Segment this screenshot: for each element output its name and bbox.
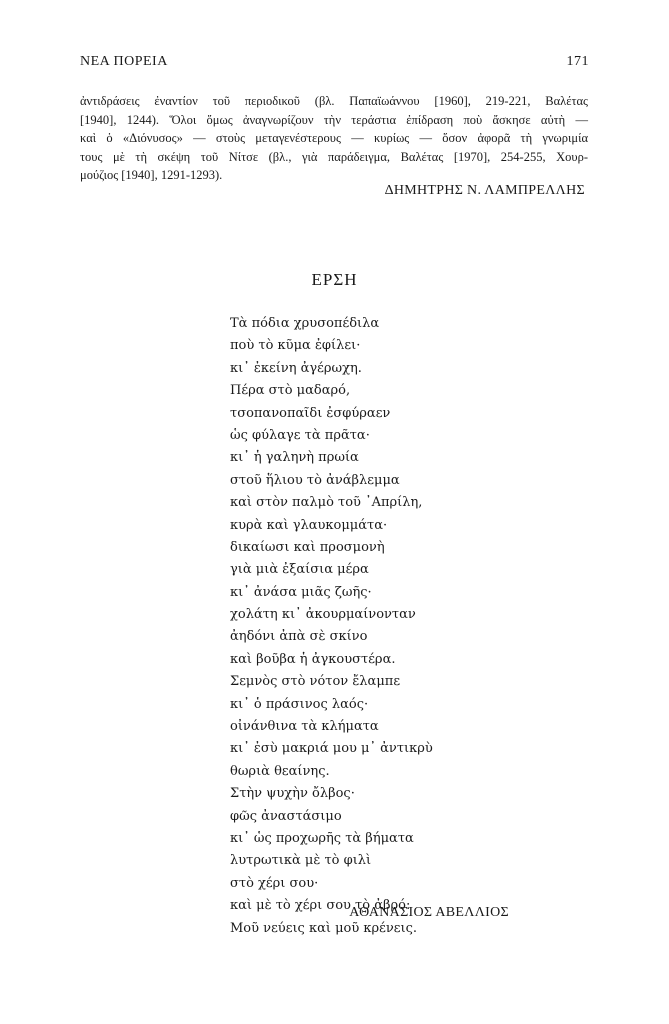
poem-line: χολάτη κι᾿ ἀκουρμαίνονταν (230, 607, 416, 623)
note-line: καὶ ὁ «Διόνυσος» — στοὺς μεταγενέστερους — κυρίως — ὅσον ἀφορᾶ τὴ γνωριμία (80, 131, 588, 145)
page-number: 171 (566, 54, 589, 69)
poem-line: ἀηδόνι ἀπὰ σὲ σκίνο (230, 629, 368, 645)
poem-title: ΕΡΣΗ (311, 270, 358, 289)
poem-author: ΑΘΑΝΑΣΙΟΣ ΑΒΕΛΛΙΟΣ (349, 905, 509, 920)
poem-line: καὶ μὲ τὸ χέρι σου τὸ ἀβρό: (230, 898, 411, 914)
journal-title: ΝΕΑ ΠΟΡΕΙΑ (80, 54, 168, 69)
running-header (80, 54, 589, 70)
note-author: ΔΗΜΗΤΡΗΣ Ν. ΛΑΜΠΡΕΛΛΗΣ (384, 183, 585, 198)
poem-line: κι᾿ ὡς προχωρῆς τὰ βήματα (230, 830, 414, 846)
poem-line: τσοπανοπαῖδι ἐσφύραεν (230, 405, 391, 421)
poem-line: κι᾿ ἐκείνη ἀγέρωχη. (230, 360, 362, 376)
poem-line: ποὺ τὸ κῦμα ἐφίλει· (230, 338, 361, 354)
poem-line: καὶ βοῦβα ἡ ἀγκουστέρα. (230, 651, 396, 667)
poem-line: καὶ στὸν παλμὸ τοῦ ᾿Απρίλη, (230, 495, 423, 511)
poem-line: δικαίωσι καὶ προσμονὴ (230, 539, 385, 555)
poem-line: στοῦ ἥλιου τὸ ἀνάβλεμμα (230, 472, 400, 488)
poem-body (230, 313, 433, 940)
poem-line: κι᾿ ἡ γαληνὴ πρωία (230, 450, 359, 466)
footnote-text (80, 92, 588, 185)
poem-line: Μοῦ νεύεις καὶ μοῦ κρένεις. (230, 920, 418, 936)
note-line: τους μὲ τὴ σκέψη τοῦ Νίτσε (βλ., γιὰ παράδειγμα, Βαλέτας [1970], 254-255, Χουρ- (80, 149, 588, 164)
poem-line: οἰνάνθινα τὰ κλήματα (230, 719, 379, 735)
poem-line: Τὰ πόδια χρυσοπέδιλα (230, 316, 380, 331)
poem-line: Πέρα στὸ μαδαρό, (230, 383, 351, 399)
poem-line: στὸ χέρι σου· (230, 875, 319, 891)
note-line: μούζιος [1940], 1291-1293). (80, 168, 223, 182)
poem-line: κι᾿ ἐσὺ μακριά μου μ᾿ ἀντικρὺ (230, 741, 433, 757)
note-line: [1940], 1244). Ὅλοι ὅμως ἀναγνωρίζουν τὴν τεράστια ἐπίδραση ποὺ ἄσκησε αὐτὴ — (80, 112, 588, 127)
poem-line: Σεμνὸς στὸ νότον ἔλαμπε (230, 674, 401, 690)
note-line: ἀντιδράσεις ἐναντίον τοῦ περιοδικοῦ (βλ. Παπαϊωάννου [1960], 219-221, Βαλέτας (80, 94, 588, 108)
poem-line: λυτρωτικὰ μὲ τὸ φιλὶ (230, 853, 372, 869)
poem-line: γιὰ μιὰ ἐξαίσια μέρα (230, 562, 369, 578)
poem-line: κι᾿ ἀνάσα μιᾶς ζωῆς· (230, 584, 372, 600)
poem-line: Στὴν ψυχὴν ὄλβος· (230, 786, 355, 802)
poem-line: κι᾿ ὁ πράσινος λαός· (230, 696, 369, 712)
poem-line: θωριὰ θεαίνης. (230, 763, 330, 779)
poem-line: ὡς φύλαγε τὰ πρᾶτα· (230, 427, 370, 443)
poem-line: κυρὰ καὶ γλαυκομμάτα· (230, 517, 388, 533)
poem-line: φῶς ἀναστάσιμο (230, 808, 342, 824)
